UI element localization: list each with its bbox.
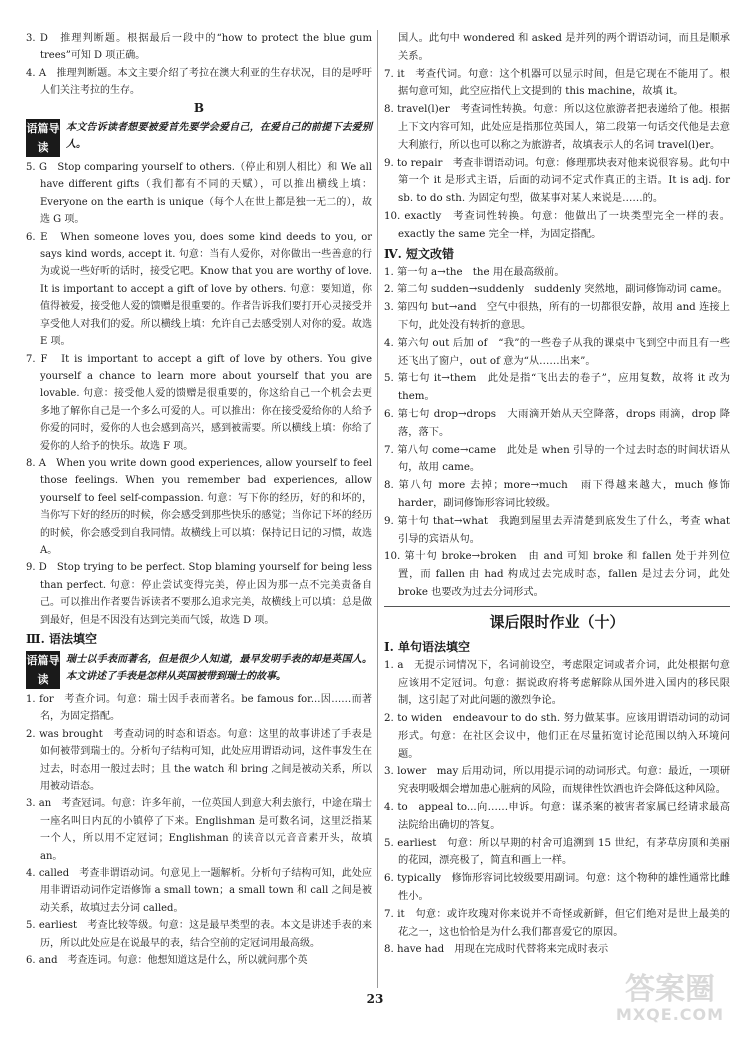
correction-item: 5. 第七句 it→them 此处是指“飞出去的卷子”，应用复数，故将 it 改为 them。 <box>384 372 730 403</box>
answer-item: 6. E When someone loves you, does some kind deeds to you, or says kind words, accept it. 句意：当有人爱你，对你做出一些善意的行为或说一些好听的话时，接受它吧。Know that you are worthy of love. It is important to accept a gift of love by others. 句意：要知道，你值得被爱，接受他人爱的馈赠是很重要的。作者告诉我们要打开心灵接受并享受他人对我们的爱。所以横线上填：允许自己去感受别人对你的爱。故选 E 项。 <box>26 231 372 348</box>
correction-item: 3. 第四句 but→and 空气中很热，所有的一切都很安静，故用 and 连接上下句，此处没有转折的意思。 <box>384 301 730 331</box>
left-column <box>26 30 372 970</box>
answer-item: 10. exactly 考查词性转换。句意：他做出了一块类型完全一样的表。exactly the same 完全一样，为固定搭配。 <box>384 209 730 240</box>
passage-letter: B <box>193 100 205 115</box>
answer-item: 4. called 考查非谓语动词。句意见上一题解析。分析句子结构可知，此处应用非谓语动词作定语修饰 a small town；a small town 和 call 之间是被动关系，故填过去分词 called。 <box>26 868 372 914</box>
passage-guide <box>26 119 372 157</box>
lesson-title: 课后限时作业（十） <box>384 606 730 635</box>
correction-item: 8. 第八句 more 去掉；more→much 雨下得越来越大，much 修饰 harder，副词修饰形容词比较级。 <box>384 479 730 509</box>
page-number: 23 <box>366 992 384 1006</box>
answer-item: 5. G Stop comparing yourself to others.（停止和别人相比）和 We all have different gifts（我们都有不同的天赋），可以推出横线上填：Everyone on the earth is unique（每个人在世上都是独一无二的），故选 G 项。 <box>26 162 372 226</box>
watermark-title: 答案圈 <box>625 972 715 1007</box>
watermark-logo <box>600 972 740 1035</box>
column-divider <box>377 30 378 988</box>
correction-item: 4. 第六句 out 后加 of “我”的一些卷子从我的课桌中飞到空中而且有一些还飞出了窗户，out of 意为“从……出来”。 <box>384 336 730 367</box>
section-title: Ⅰ. 单句语法填空 <box>384 639 470 654</box>
answer-item: 1. a 无提示词情况下，名词前设空，考虑限定词或者介词，此处根据句意应该用不定冠词。句意：据说政府将考虑解除从国外进入国内的移民限制，这引起了对此问题的激烈争论。 <box>384 658 730 707</box>
correction-item: 10. 第十句 broke→broken 由 and 可知 broke 和 fallen 处于并列位置，而 fallen 由 had 构成过去完成时态，fallen 是过去分词，此处 broke 也要改为过去分词形式。 <box>384 550 730 598</box>
right-column <box>384 30 730 959</box>
answer-item: 9. D Stop trying to be perfect. Stop blaming yourself for being less than perfect. 句意：停止尝试变得完美，停止因为那一点不完美责备自己。可以推出作者要告诉读者不要那么追求完美，故横线上可以填：总是做到最好，但是不因没有达到完美而气馁，故选 D 项。 <box>26 562 372 626</box>
answer-item: 5. earliest 句意：所以早期的村舍可追溯到 15 世纪，有茅草房顶和美丽的花园，漂亮极了，简直和画上一样。 <box>384 836 730 867</box>
guide-badge: 语篇导读 <box>26 119 60 157</box>
answer-item: 8. A When you write down good experiences, allow yourself to feel those feelings. When you remember bad experiences, allow yourself to feel self-compassion. 句意：写下你的经历，好的和坏的，当你写下好的经历的时候，你会感受到那些快乐的感觉；当你记下坏的经历的时候，你会感受到自我同情。故横线上可以填：保持记日记的习惯，故选 A。 <box>26 457 372 556</box>
answer-item: 6. and 考查连词。句意：他想知道这是什么，所以就问那个英 <box>26 955 308 967</box>
guide-text: 瑞士以手表而著名，但是很少人知道，最早发明手表的却是英国人。本文讲述了手表是怎样从英国被带到瑞士的故事。 <box>66 654 372 683</box>
answer-item: 2. was brought 考查动词的时态和语态。句意：这里的故事讲述了手表是如何被带到瑞士的。分析句子结构可知，此处应用谓语动词，这件事发生在过去，时态用一般过去时；且 the watch 和 bring 之间是被动关系，所以用被动语态。 <box>26 728 372 793</box>
answer-item: 5. earliest 考查比较等级。句意：这是最早类型的表。本文是讲述手表的来历，所以此处应是在说最早的表，结合空前的定冠词用最高级。 <box>26 920 372 949</box>
answer-item: 3. lower may 后用动词，所以用提示词的动词形式。句意：最近，一项研究表明吸烟会增加患心脏病的风险，而规律性饮酒也许会降低这种风险。 <box>384 765 730 796</box>
watermark-url: MXQE.COM <box>615 1005 725 1024</box>
answer-item: 4. A 推理判断题。本文主要介绍了考拉在澳大利亚的生存状况，目的是呼吁人们关注考拉的生存。 <box>26 67 372 97</box>
answer-item: 7. it 句意：或许玫瑰对你来说并不奇怪或新鲜，但它们绝对是世上最美的花之一，这也恰恰是为什么我们都喜爱它的原因。 <box>384 907 730 938</box>
answer-item: 6. typically 修饰形容词比较级要用副词。句意：这个物种的雄性通常比雌性小。 <box>384 872 730 903</box>
answer-continuation: 国人。此句中 wondered 和 asked 是并列的两个谓语动词，而且是顺承关系。 <box>398 32 730 62</box>
section-title: Ⅲ. 语法填空 <box>26 632 97 646</box>
answer-item: 4. to appeal to...向……申诉。句意：谋杀案的被害者家属已经请求最高法院给出确切的答复。 <box>384 801 730 831</box>
answer-item: 8. have had 用现在完成时代替将来完成时表示 <box>384 943 609 956</box>
answer-item: 2. to widen endeavour to do sth. 努力做某事。应该用谓语动词的动词形式。句意：在社区会议中，他们正在尽量拓宽讨论范围以纳入环境问题。 <box>384 712 730 760</box>
answer-item: 7. it 考查代词。句意：这个机器可以显示时间，但是它现在不能用了。根据句意可知，此空应指代上文提到的 this machine，故填 it。 <box>384 67 730 98</box>
guide-text: 本文告诉读者想要被爱首先要学会爱自己，在爱自己的前提下去爱别人。 <box>66 122 372 151</box>
correction-item: 9. 第十句 that→what 我跑到屋里去弄清楚到底发生了什么，考查 what 引导的宾语从句。 <box>384 514 730 545</box>
answer-item: 8. travel(l)er 考查词性转换。句意：所以这位旅游者把表递给了他。根据上下文内容可知，此处应是指那位英国人，第二段第一句话交代他是去意大利旅行，所以也可以称之为旅游者，故填表示人的名词 travel(l)er。 <box>384 103 730 151</box>
answer-item: 1. for 考查介词。句意：瑞士因手表而著名。be famous for...因……而著名，为固定搭配。 <box>26 694 372 723</box>
answer-item: 3. D 推理判断题。根据最后一段中的“how to protect the blue gum trees”可知 D 项正确。 <box>26 33 372 62</box>
guide-badge: 语篇导读 <box>26 651 60 689</box>
correction-item: 1. 第一句 a→the the 用在最高级前。 <box>384 265 565 278</box>
correction-item: 7. 第八句 come→came 此处是 when 引导的一个过去时态的时间状语从句，故用 came。 <box>384 443 730 474</box>
correction-item: 6. 第七句 drop→drops 大雨滴开始从天空降落，drops 雨滴，drop 降落，落下。 <box>384 407 730 438</box>
answer-item: 3. an 考查冠词。句意：许多年前，一位英国人到意大利去旅行，中途在瑞士一座名叫日内瓦的小镇停了下来。Englishman 是可数名词，这里泛指某一个人，所以用不定冠词；Englishman 的读音以元音音素开头，故填 an。 <box>26 798 372 862</box>
answer-item: 7. F It is important to accept a gift of love by others. You give yourself a chance to learn more about yourself that you are lovable. 句意：接受他人爱的馈赠是很重要的，你这给自己一个机会去更多地了解你自己是一个多么可爱的人。可以推出：你在接受爱给你的人给予你爱的同时，爱你的人也会感到高兴，感到被需要。所以横线上填：你给了爱你的人给予的快乐。故选 F 项。 <box>26 353 372 452</box>
answer-item: 9. to repair 考查非谓语动词。句意：修理那块表对他来说很容易。此句中第一个 it 是形式主语，后面的动词不定式作真正的主语。It is adj. for sb. to do sth. 为固定句型，做某事对某人来说是……的。 <box>384 156 730 205</box>
section-title: Ⅳ. 短文改错 <box>384 246 454 261</box>
passage-guide <box>26 651 372 689</box>
correction-item: 2. 第二句 sudden→suddenly suddenly 突然地，副词修饰动词 came。 <box>384 283 728 296</box>
